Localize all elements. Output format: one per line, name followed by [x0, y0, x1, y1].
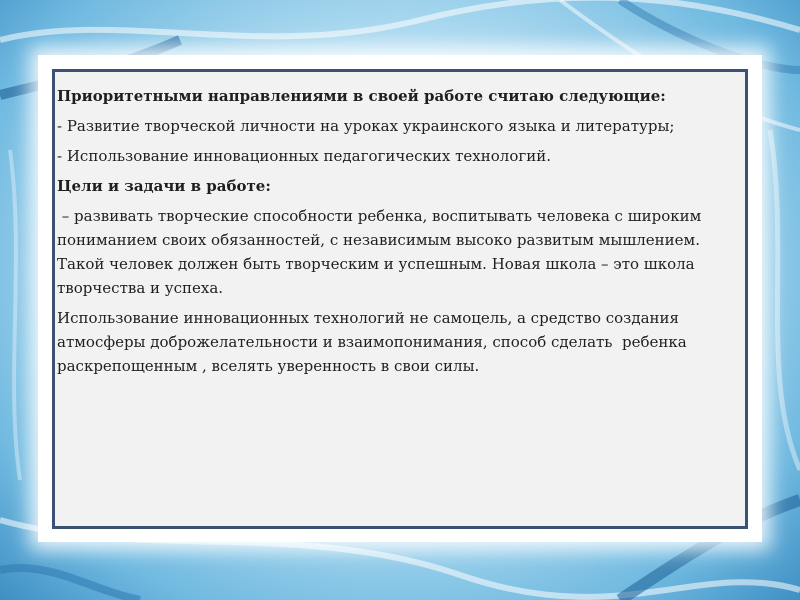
innovations-paragraph: Использование инновационных технологий не самоцель, а средство создания атмосферы доброжелательности и взаимопонимания, способ сделать ребенка раскрепощенным , вселять уверенность в свои силы. [57, 309, 692, 375]
slide-frame [38, 55, 762, 542]
priority-item-1: - Развитие творческой личности на уроках украинского языка и литературы; [57, 117, 675, 135]
priority-item-2: - Использование инновационных педагогических технологий. [57, 147, 551, 165]
priorities-heading: Приоритетными направлениями в своей работе считаю следующие: [57, 87, 666, 105]
goals-heading: Цели и задачи в работе: [57, 177, 271, 195]
content-card [52, 69, 748, 529]
goals-paragraph: – развивать творческие способности ребенка, воспитывать человека с широким пониманием своих обязанностей, с независимым высоко развитым мышлением. Такой человек должен быть творческим и успешным. Новая школа – это школа творчества и успеха. [57, 207, 707, 297]
